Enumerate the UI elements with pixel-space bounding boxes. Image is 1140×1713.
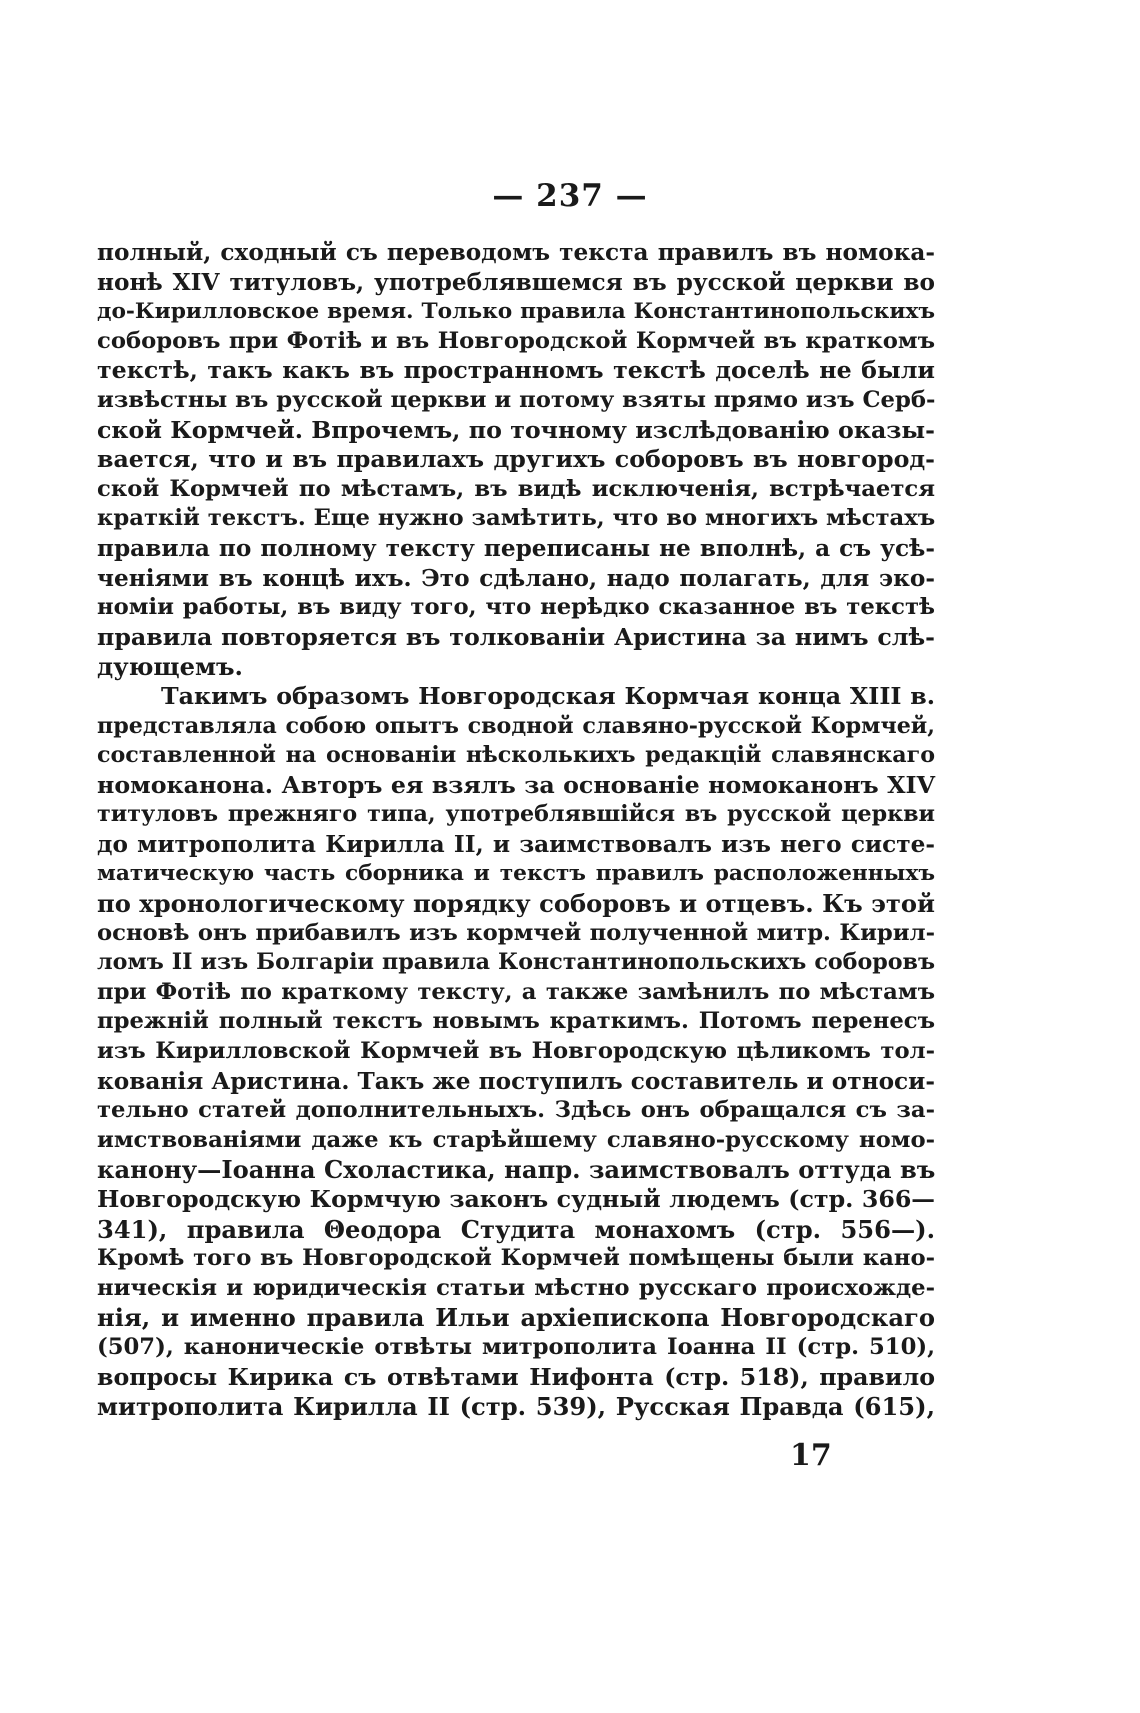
text-line: извѣстны въ русской церкви и потому взяты прямо изъ Серб-: [97, 386, 936, 413]
text-line: имствованіями даже къ старѣйшему славяно-русскому номо-: [97, 1126, 935, 1153]
text-line: составленной на основаніи нѣсколькихъ редакцій славянскаго: [97, 742, 935, 769]
text-line: по хронологическому порядку соборовъ и отцевъ. Къ этой: [97, 889, 935, 919]
text-line: изъ Кирилловской Кормчей въ Новгородскую цѣликомъ тол-: [97, 1038, 935, 1065]
text-line: Кромѣ того въ Новгородской Кормчей помѣщены были кано-: [97, 1245, 935, 1272]
text-line: номоканона. Авторъ ея взялъ за основаніе номоканонъ XIV: [97, 770, 935, 799]
text-line: полный, сходный съ переводомъ текста правилъ въ номока-: [97, 239, 935, 266]
text-line: до митрополита Кирилла II, и заимствовалъ изъ него систе-: [97, 830, 935, 858]
text-line: вопросы Кирика съ отвѣтами Нифонта (стр. 518), правило: [97, 1362, 935, 1391]
text-line: титуловъ прежняго типа, употреблявшійся въ русской церкви: [97, 801, 935, 828]
text-line: тельно статей дополнительныхъ. Здѣсь онъ обращался съ за-: [97, 1097, 935, 1124]
text-line: ченіями въ концѣ ихъ. Это сдѣлано, надо полагать, для эко-: [97, 564, 935, 592]
text-line: краткій текстъ. Еще нужно замѣтить, что во многихъ мѣстахъ: [97, 505, 936, 532]
text-line: ломъ II изъ Болгаріи правила Константинопольскихъ соборовъ: [97, 949, 935, 976]
text-line: представляла собою опытъ сводной славяно-русской Кормчей,: [97, 712, 935, 739]
paragraph-start-line: Такимъ образомъ Новгородская Кормчая конца XIII в.: [161, 681, 935, 710]
text-line: номіи работы, въ виду того, что нерѣдко сказанное въ текстѣ: [97, 594, 935, 621]
text-line: правила по полному тексту переписаны не вполнѣ, а съ усѣ-: [97, 534, 935, 562]
text-line: канону—Іоанна Схоластика, напр. заимствовалъ оттуда въ: [97, 1155, 936, 1185]
text-line: нонѣ XIV титуловъ, употреблявшемся въ русской церкви во: [97, 268, 935, 296]
text-line: матическую часть сборника и текстъ правилъ расположенныхъ: [97, 861, 935, 887]
text-line: 341), правила Θеодора Студита монахомъ (стр. 556—).: [97, 1214, 935, 1244]
text-line: (507), каноническіе отвѣты митрополита Іоанна II (стр. 510),: [97, 1333, 935, 1360]
text-line: до-Кирилловское время. Только правила Константинопольскихъ: [97, 299, 935, 325]
paragraph-end-line: дующемъ.: [97, 652, 243, 682]
text-line: при Фотіѣ по краткому тексту, а также замѣнилъ по мѣстамъ: [97, 978, 935, 1005]
text-line: соборовъ при Фотіѣ и въ Новгородской Кормчей въ краткомъ: [97, 327, 935, 354]
text-line: ническія и юридическія статьи мѣстно русскаго происхожде-: [97, 1274, 935, 1301]
body-text: [97, 238, 935, 1422]
text-line: правила повторяется въ толкованіи Аристина за нимъ слѣ-: [97, 622, 935, 651]
text-line: Новгородскую Кормчую законъ судный людемъ (стр. 366—: [97, 1185, 935, 1213]
text-line: нія, и именно правила Ильи архіепископа Новгородскаго: [97, 1303, 935, 1333]
text-line: митрополита Кирилла II (стр. 539), Русская Правда (615),: [97, 1392, 935, 1422]
page-number: — 237 —: [492, 178, 648, 214]
text-line: ской Кормчей по мѣстамъ, въ видѣ исключенія, встрѣчается: [97, 475, 935, 502]
signature-mark: 17: [790, 1438, 832, 1473]
text-line: основѣ онъ прибавилъ изъ кормчей полученной митр. Кирил-: [97, 919, 935, 946]
text-line: ской Кормчей. Впрочемъ, по точному изслѣдованію оказы-: [97, 415, 935, 444]
text-line: текстѣ, такъ какъ въ пространномъ текстѣ доселѣ не были: [97, 356, 935, 385]
text-line: вается, что и въ правилахъ другихъ соборовъ въ новгород-: [97, 445, 935, 474]
text-line: кованія Аристина. Такъ же поступилъ составитель и относи-: [97, 1067, 935, 1095]
text-line: прежній полный текстъ новымъ краткимъ. Потомъ перенесъ: [97, 1008, 935, 1035]
